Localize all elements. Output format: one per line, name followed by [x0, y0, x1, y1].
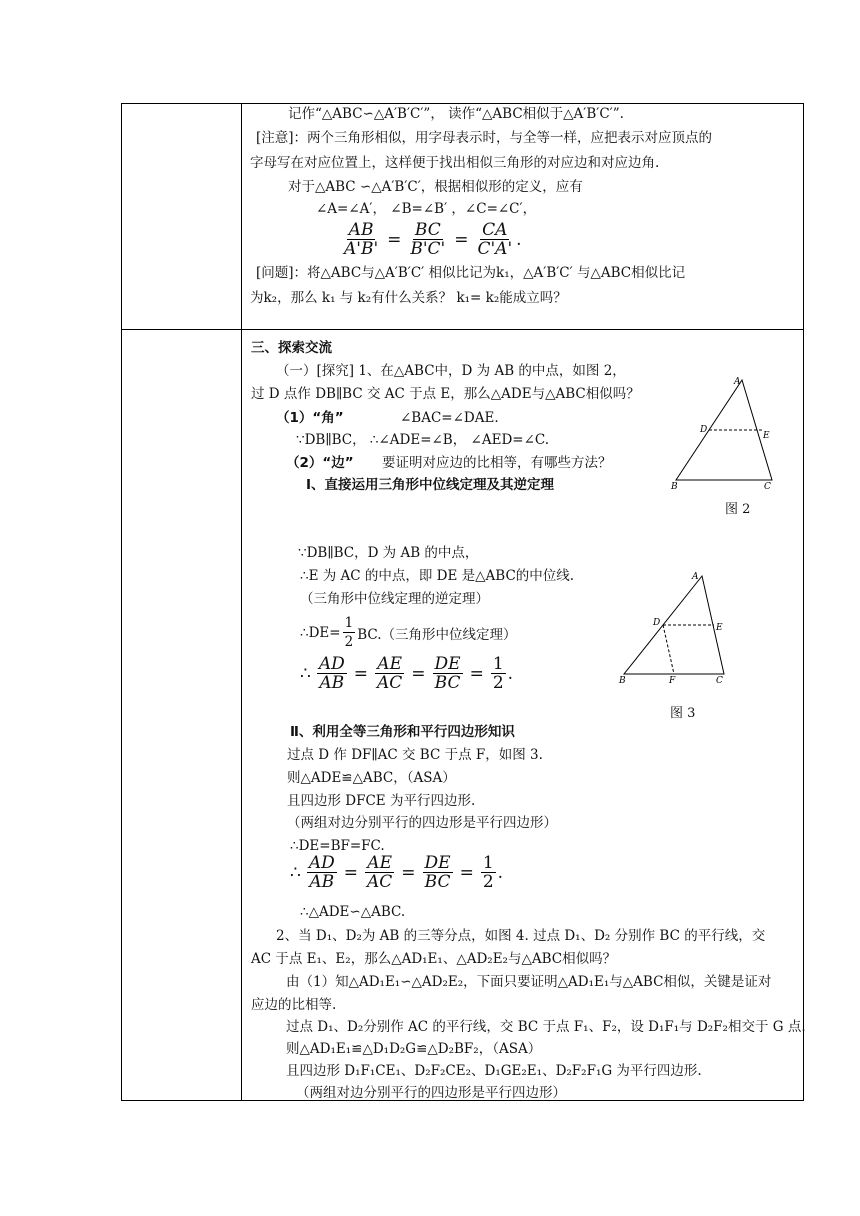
fraction — [408, 221, 447, 258]
therefore-symbol: ∴ — [290, 862, 301, 883]
part-2-line-8: （两组对边分别平行的四边形是平行四边形） — [296, 1085, 566, 1101]
figure-2-caption: 图 2 — [725, 502, 751, 517]
table-column-divider — [241, 103, 242, 1101]
table-border-left — [121, 103, 122, 1101]
numerator: CA — [482, 220, 508, 240]
numerator: AB — [348, 220, 374, 240]
figure-3-caption: 图 3 — [670, 706, 696, 721]
denominator: AC — [367, 872, 393, 892]
method-1-heading: Ⅰ、直接运用三角形中位线定理及其逆定理 — [306, 477, 555, 493]
fraction — [307, 854, 337, 891]
fraction — [342, 221, 380, 258]
numerator: 1 — [482, 853, 494, 873]
proof-2-step-4: （两组对边分别平行的四边形是平行四边形） — [287, 815, 557, 831]
numerator: DE — [434, 654, 461, 674]
table-border-right — [803, 103, 804, 1101]
fraction — [317, 655, 347, 692]
side-ratio-equation: $\frac{AB}{A'B'}$ = $\frac{BC}{B'C'}$ = $\frac{CA}{C'A'}$ . — [344, 220, 522, 259]
period: . — [516, 229, 522, 250]
label-B: B — [619, 676, 626, 686]
fraction — [375, 655, 404, 692]
numerator: 1 — [492, 654, 504, 674]
therefore-symbol: ∴ — [300, 663, 311, 684]
proof-1-step-1: ∵DB∥BC，D 为 AB 的中点， — [298, 545, 479, 561]
figure-2-triangle-diagram — [668, 374, 780, 492]
label-D: D — [700, 425, 708, 435]
denominator: BC — [424, 872, 451, 892]
numerator: AE — [377, 654, 402, 674]
explore-line-2: 过 D 点作 DB∥BC 交 AC 于点 E，那么△ADE与△ABC相似吗？ — [251, 386, 640, 402]
equation-prefix: ∴DE= — [300, 624, 341, 641]
denominator: 2 — [492, 673, 504, 693]
fraction — [491, 655, 506, 692]
part-2-line-3: 由（1）知△AD₁E₁∽△AD₂E₂，下面只要证明△AD₁E₁与△ABC相似，关键是证对 — [286, 974, 772, 990]
part-2-line-4: 应边的比相等. — [251, 997, 337, 1013]
denominator: B'C' — [410, 239, 446, 259]
fraction — [481, 854, 496, 891]
period: . — [507, 663, 514, 684]
proof-1-step-3: （三角形中位线定理的逆定理） — [300, 591, 489, 607]
note-line-2: 字母写在对应位置上，这样便于找出相似三角形的对应边和对应边角. — [250, 155, 660, 171]
label-E: E — [763, 431, 770, 441]
label-F: F — [669, 676, 676, 686]
figure-3-triangle-diagram — [616, 568, 736, 686]
fraction — [475, 221, 514, 258]
numerator: AE — [367, 853, 392, 873]
part-2-line-1: 2、当 D₁、D₂为 AB 的三等分点，如图 4. 过点 D₁、D₂ 分别作 BC 的平行线，交 — [276, 928, 766, 944]
denominator: AB — [309, 872, 335, 892]
label-B: B — [671, 482, 678, 492]
midline-equation — [300, 614, 517, 651]
denominator: 2 — [482, 872, 494, 892]
part-2-line-5: 过点 D₁、D₂分别作 AC 的平行线，交 BC 于点 F₁、F₂，设 D₁F₁与 D₂F₂相交于 G 点. — [286, 1019, 806, 1035]
fraction — [423, 854, 453, 891]
label-D: D — [653, 618, 661, 628]
fraction — [433, 655, 463, 692]
angle-reason: ∵DB∥BC， ∴∠ADE=∠B， ∠AED=∠C. — [296, 432, 550, 448]
angles-equal-line: ∠A=∠A′， ∠B=∠B′ ，∠C=∠C′， — [316, 201, 537, 217]
fraction — [365, 854, 394, 891]
angle-equality: ∠BAC=∠DAE. — [400, 410, 499, 426]
method-2-heading: Ⅱ、利用全等三角形和平行四边形知识 — [290, 724, 515, 740]
proof-2-step-2: 则△ADE≌△ABC，（ASA） — [287, 770, 456, 786]
numerator: 1 — [344, 615, 354, 631]
denominator: BC — [434, 673, 461, 693]
part-2-line-6: 则△AD₁E₁≌△D₁D₂G≌△D₂BF₂，（ASA） — [286, 1041, 542, 1057]
label-C: C — [764, 482, 771, 492]
label-A: A — [734, 377, 741, 387]
section-title: 三、探索交流 — [251, 340, 332, 356]
denominator: 2 — [344, 634, 354, 650]
proof-2-step-1: 过点 D 作 DF∥AC 交 BC 于点 F，如图 3. — [287, 747, 543, 763]
ratio-equation-2: ∴ $\frac{AD}{AB}$ = $\frac{AE}{AC}$ = $\frac{DE}{BC}$ = $\frac{1}{2}$ . — [290, 853, 504, 892]
numerator: DE — [424, 853, 451, 873]
denominator: AC — [377, 673, 403, 693]
similarity-conclusion: ∴△ADE∽△ABC. — [300, 904, 406, 920]
table-row-divider — [121, 329, 804, 330]
part-2-line-2: AC 于点 E₁、E₂，那么△AD₁E₁、△AD₂E₂与△ABC相似吗？ — [251, 951, 617, 967]
period: . — [497, 862, 504, 883]
denominator: A'B' — [344, 239, 379, 259]
side-heading: （2）“边” — [286, 455, 354, 471]
ratio-equation-1: ∴ $\frac{AD}{AB}$ = $\frac{AE}{AC}$ = $\frac{DE}{BC}$ = $\frac{1}{2}$ . — [300, 654, 514, 693]
definition-line: 对于△ABC ∽△A′B′C′，根据相似形的定义，应有 — [288, 179, 583, 195]
denominator: AB — [319, 673, 345, 693]
denominator: C'A' — [477, 239, 513, 259]
proof-2-step-5: ∴DE=BF=FC. — [290, 838, 385, 854]
label-E: E — [716, 623, 723, 633]
question-line-1: [问题]：将△ABC与△A′B′C′ 相似比记为k₁，△A′B′C′ 与△ABC相似比记 — [256, 265, 686, 281]
note-line-1: [注意]：两个三角形相似，用字母表示时，与全等一样，应把表示对应顶点的 — [256, 130, 713, 146]
label-A: A — [692, 572, 699, 582]
part-2-line-7: 且四边形 D₁F₁CE₁、D₂F₂CE₂、D₁GE₂E₁、D₂F₂F₁G 为平行四边形. — [286, 1063, 702, 1079]
equation-suffix: BC.（三角形中位线定理） — [357, 626, 517, 643]
proof-2-step-3: 且四边形 DFCE 为平行四边形. — [287, 793, 476, 809]
numerator: BC — [414, 220, 441, 240]
numerator: AD — [318, 654, 345, 674]
label-C: C — [716, 676, 723, 686]
notation-line: 记作“△ABC∽△A′B′C′”， 读作“△ABC相似于△A′B′C′”. — [288, 106, 624, 122]
side-question: 要证明对应边的比相等，有哪些方法？ — [382, 455, 612, 471]
question-line-2: 为k₂，那么 k₁ 与 k₂有什么关系？ k₁= k₂能成立吗？ — [250, 290, 567, 306]
angle-heading: （1）“角” — [276, 410, 344, 426]
explore-line-1: （一）[探究] 1、在△ABC中，D 为 AB 的中点，如图 2， — [276, 363, 626, 379]
proof-1-step-2: ∴E 为 AC 的中点，即 DE 是△ABC的中位线. — [300, 568, 575, 584]
numerator: AD — [308, 853, 335, 873]
fraction — [343, 614, 356, 651]
